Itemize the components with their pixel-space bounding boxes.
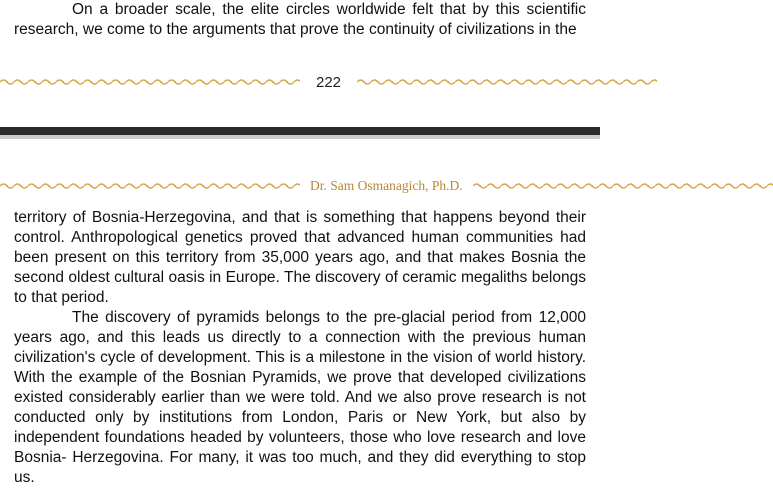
ornament-pattern-icon (0, 77, 300, 87)
ornament-pattern-icon (357, 77, 657, 87)
paragraph: The discovery of pyramids belongs to the pre-glacial period from 12,000 years ago, and this leads us directly to a connection with the previous human civilization's cycle of development. This is a milestone in the vision of world history. With the example of the Bosnian Pyramids, we prove that developed civilizations existed considerably earlier than we were told. And we also prove research is not conducted only by institutions from London, Paris or New York, but also by independent foundations headed by volunteers, those who love research and love Bosnia- Herzegovina. For many, it was too much, and they did everything to stop us. (14, 309, 586, 486)
ornament-right-icon (473, 181, 773, 191)
page-separator (0, 127, 600, 135)
current-page (0, 139, 600, 486)
body-text (14, 208, 586, 488)
paragraph: territory of Bosnia-Herzegovina, and that is something that happens beyond their control. Anthropological genetics proved that advanced human communities had been present on this territory from 35,000 years ago, and that makes Bosnia the second oldest cultural oasis in Europe. The discovery of ceramic megaliths belongs to that period. (14, 209, 586, 306)
previous-page-text (14, 0, 586, 40)
page-number: 222 (316, 73, 342, 91)
ornament-pattern-icon (473, 181, 773, 191)
paragraph: On a broader scale, the elite circles worldwide felt that by this scientific research, we come to the arguments that prove the continuity of civilizations in the (14, 1, 586, 38)
ornament-pattern-icon (0, 181, 300, 191)
ornament-left-icon (0, 181, 300, 191)
author-name: Dr. Sam Osmanagich, Ph.D. (310, 178, 463, 193)
ornament-left-icon (0, 77, 300, 87)
previous-page (0, 0, 600, 128)
ornament-right-icon (357, 77, 657, 87)
page-footer (0, 70, 600, 94)
running-header (0, 174, 600, 198)
